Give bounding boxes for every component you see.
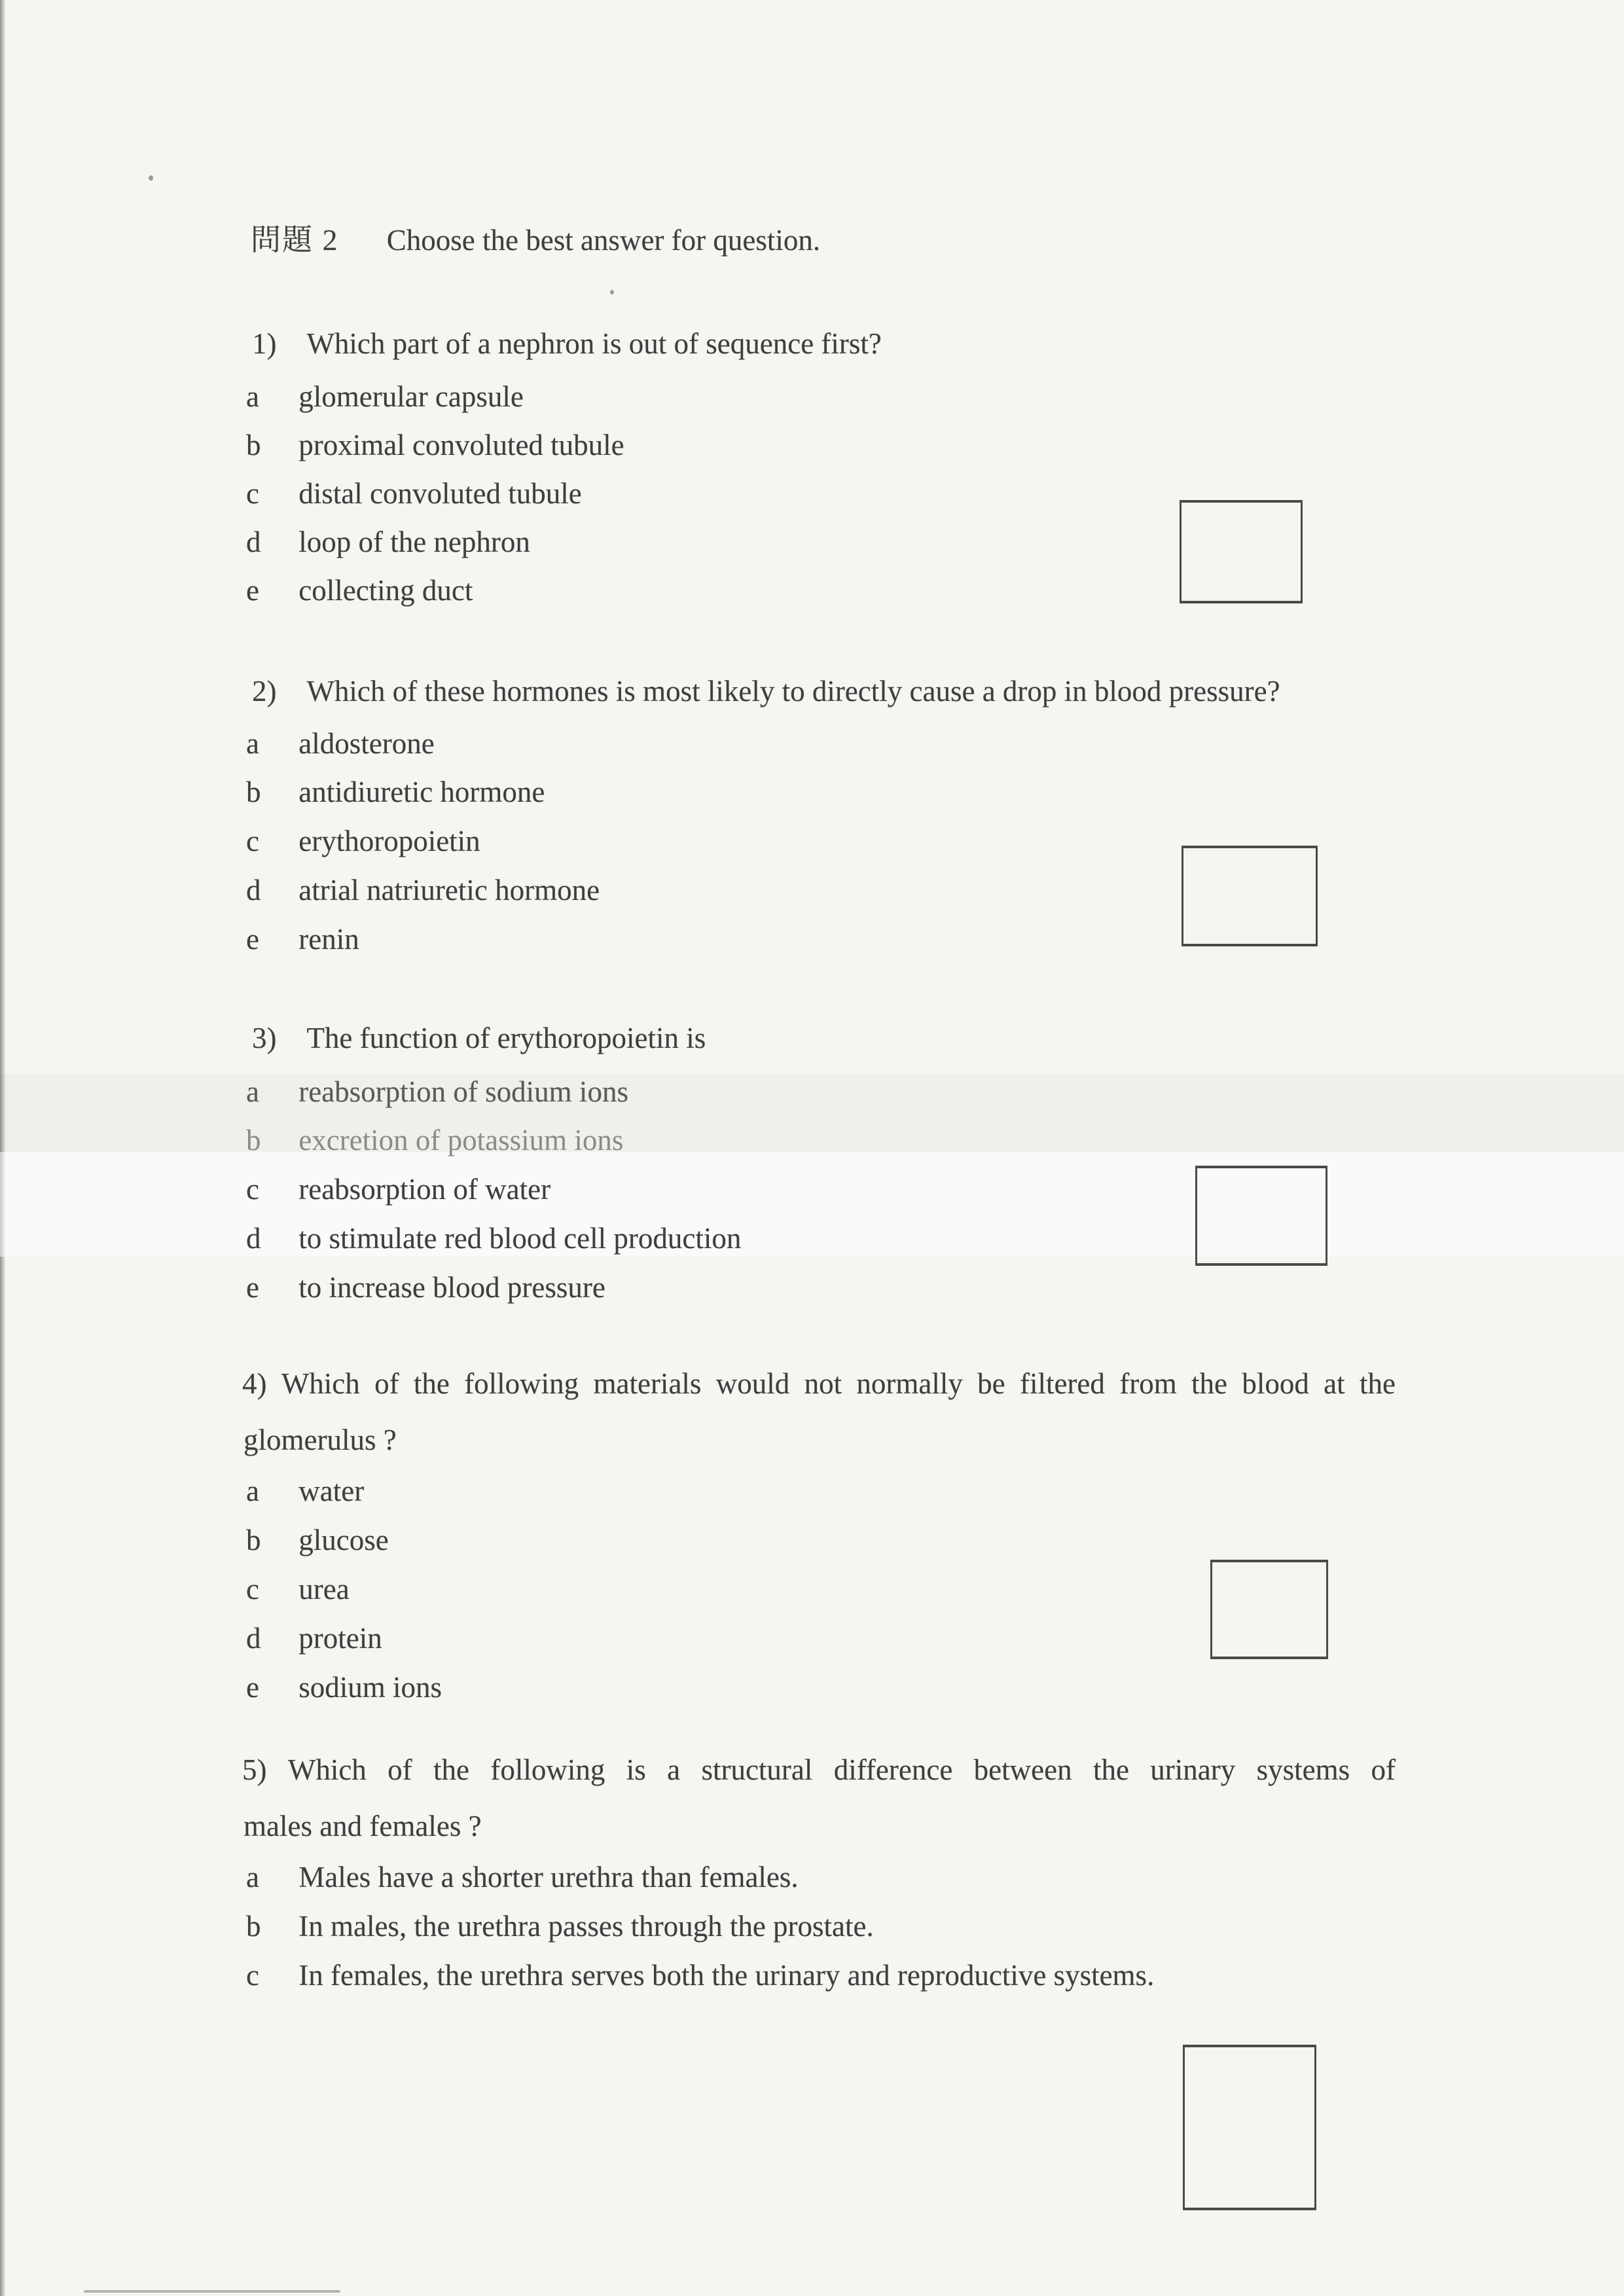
question-1-line [242,325,882,362]
option-text: proximal convoluted tubule [298,429,624,461]
option-letter: c [246,1173,259,1206]
answer-box-question-5[interactable] [1183,2045,1316,2210]
question-2-option-d [242,872,600,908]
question-1-text: Which part of a nephron is out of sequence first? [306,327,882,360]
header-instruction: Choose the best answer for question. [386,224,821,257]
answer-box-question-4[interactable] [1210,1560,1328,1659]
question-2-number: 2) [252,675,277,708]
question-5-option-a [242,1859,799,1895]
question-3-text: The function of erythoropoietin is [306,1022,706,1054]
option-letter: d [246,874,261,906]
option-letter: c [246,1959,259,1992]
option-letter: a [246,1475,259,1507]
question-3-option-e [242,1269,605,1306]
question-4-option-b [242,1522,389,1558]
question-2-option-b [242,774,545,810]
option-text: In females, the urethra serves both the urinary and reproductive systems. [298,1959,1155,1992]
option-letter: d [246,1622,261,1655]
question-3-option-a [242,1073,628,1110]
option-text: excretion of potassium ions [298,1124,624,1157]
question-5-line2: males and females ? [244,1810,482,1842]
option-letter: c [246,477,259,510]
question-3-option-d [242,1220,741,1257]
option-letter: e [246,923,259,956]
option-letter: b [246,776,261,808]
option-text: protein [298,1622,382,1655]
question-3-option-b [242,1122,623,1158]
question-1-option-b [242,427,624,463]
option-text: aldosterone [298,727,435,760]
option-text: glomerular capsule [298,380,524,413]
exam-header [242,222,820,259]
question-3-option-c [242,1171,550,1208]
option-text: collecting duct [298,574,473,607]
option-text: erythoropoietin [298,825,480,857]
option-text: distal convoluted tubule [298,477,582,510]
option-letter: b [246,1124,261,1157]
question-2-line [242,673,1280,709]
question-1-option-c [242,475,582,512]
option-text: atrial natriuretic hormone [298,874,600,906]
option-text: loop of the nephron [298,526,530,558]
question-1-option-e [242,572,473,609]
answer-box-question-1[interactable] [1180,500,1303,603]
question-4-line1: 4) Which of the following materials would not normally be filtered from the blood at the [242,1367,1396,1400]
scan-speck [149,175,153,181]
question-4-option-c [242,1571,350,1607]
question-1-number: 1) [252,327,277,360]
problem-number-label: 問題 2 [251,223,339,257]
option-letter: a [246,1861,259,1893]
option-text: sodium ions [298,1671,442,1704]
question-2-option-e [242,921,359,958]
question-2-option-c [242,823,480,859]
option-text: to stimulate red blood cell production [298,1222,742,1255]
answer-box-question-2[interactable] [1182,846,1318,946]
option-text: In males, the urethra passes through the prostate. [298,1910,874,1943]
option-text: urea [298,1573,350,1605]
option-text: antidiuretic hormone [298,776,545,808]
question-2-option-a [242,725,435,762]
question-5-line1: 5) Which of the following is a structural difference between the urinary systems of [242,1753,1396,1786]
option-letter: a [246,380,259,413]
option-text: to increase blood pressure [298,1271,605,1304]
option-letter: d [246,1222,261,1255]
question-5-option-b [242,1908,874,1945]
option-letter: d [246,526,261,558]
option-text: water [298,1475,365,1507]
option-text: reabsorption of water [298,1173,551,1206]
option-letter: e [246,1271,259,1304]
option-text: glucose [298,1524,389,1556]
option-text: Males have a shorter urethra than females. [298,1861,799,1893]
option-letter: c [246,1573,259,1605]
question-3-line [242,1020,706,1056]
question-3-number: 3) [252,1022,277,1054]
option-letter: a [246,1075,259,1108]
exam-content [242,0,1396,2296]
option-letter: e [246,574,259,607]
option-letter: a [246,727,259,760]
option-letter: b [246,1524,261,1556]
option-letter: e [246,1671,259,1704]
question-4-option-e [242,1669,442,1706]
answer-box-question-3[interactable] [1195,1166,1327,1266]
option-letter: c [246,825,259,857]
option-letter: b [246,1910,261,1943]
question-4-option-d [242,1620,382,1657]
option-text: renin [298,923,359,956]
question-4-line2: glomerulus ? [244,1424,397,1456]
question-2-text: Which of these hormones is most likely to directly cause a drop in blood pressure? [306,675,1280,708]
question-4-option-a [242,1473,364,1509]
option-text: reabsorption of sodium ions [298,1075,628,1108]
question-1-option-a [242,378,524,415]
question-1-option-d [242,524,530,560]
question-5-option-c [242,1957,1154,1994]
option-letter: b [246,429,261,461]
